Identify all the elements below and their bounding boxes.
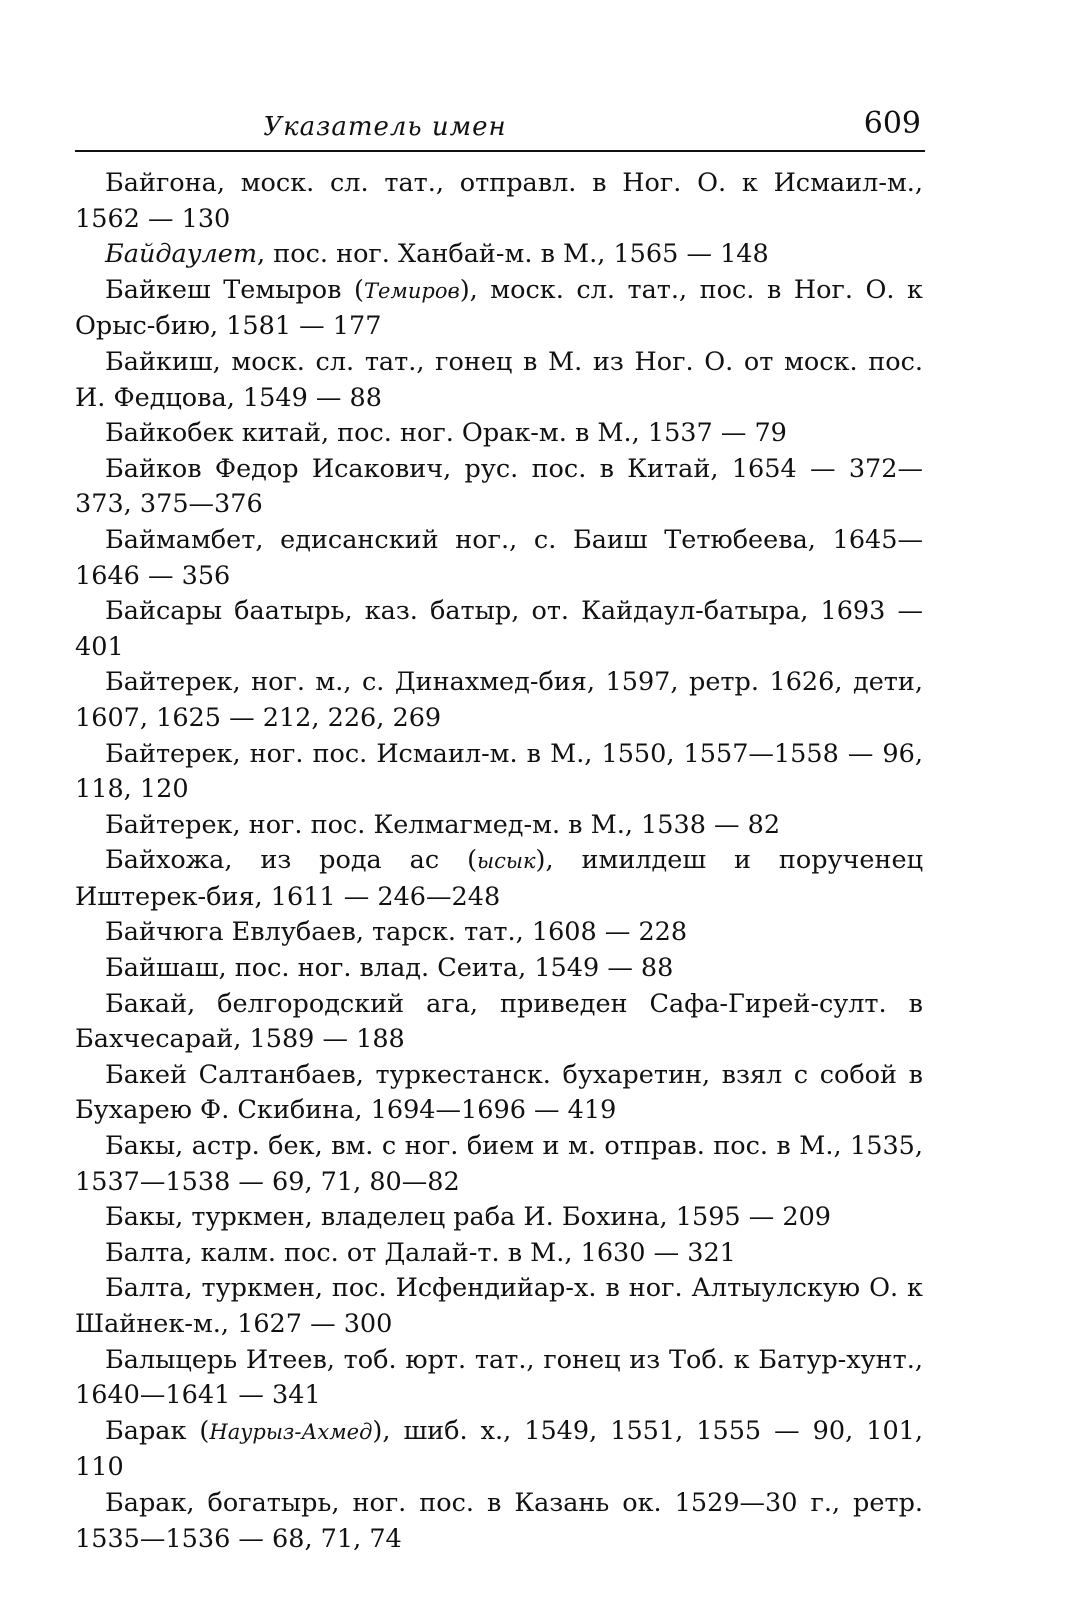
index-entry: Байгона, моск. сл. тат., отправл. в Ног. О. к Исмаил-м., 1562 — 130 <box>75 168 923 234</box>
index-entry: Бакей Салтанбаев, туркестанск. бухаретин, взял с собой в Бухарею Ф. Скибина, 1694—1696 — 419 <box>75 1059 923 1126</box>
index-entry: Байкеш Темыров (Темиров), моск. сл. тат., пос. в Ног. О. к Орыс-бию, 1581 — 177 <box>75 274 923 342</box>
index-entry: Байдаулет, пос. ног. Ханбай-м. в М., 1565 — 148 <box>105 239 769 270</box>
index-entry: Байтерек, ног. пос. Келмагмед-м. в М., 1538 — 82 <box>105 809 781 840</box>
index-entry: Барак (Наурыз-Ахмед), шиб. х., 1549, 1551, 1555 — 90, 101, 110 <box>75 1415 923 1483</box>
index-entry: Байтерек, ног. пос. Исмаил-м. в М., 1550, 1557—1558 — 96, 118, 120 <box>75 738 923 805</box>
index-entry: Байхожа, из рода ас (ысык), имилдеш и порученец Иштерек-бия, 1611 — 246—248 <box>75 845 923 912</box>
index-entry: Балта, калм. пос. от Далай-т. в М., 1630 — 321 <box>105 1237 736 1268</box>
index-entry: Бакы, астр. бек, вм. с ног. бием и м. отправ. пос. в М., 1535, 1537—1538 — 69, 71, 80—82 <box>75 1131 923 1197</box>
index-entry: Байсары баатырь, каз. батыр, от. Кайдаул-батыра, 1693 — 401 <box>75 596 923 662</box>
index-entry: Барак, богатырь, ног. пос. в Казань ок. 1529—30 г., ретр. 1535—1536 — 68, 71, 74 <box>75 1487 923 1554</box>
index-entry: Баймамбет, едисанский ног., с. Баиш Тетюбеева, 1645—1646 — 356 <box>75 524 923 591</box>
running-title: Указатель имен <box>263 112 507 142</box>
index-entry: Байков Федор Исакович, рус. пос. в Китай, 1654 — 372—373, 375—376 <box>75 453 923 520</box>
index-entry: Бакай, белгородский ага, приведен Сафа-Гирей-султ. в Бахчесарай, 1589 — 188 <box>75 988 923 1055</box>
page-header <box>75 108 925 152</box>
index-entry: Байчюга Евлубаев, тарск. тат., 1608 — 228 <box>105 917 688 948</box>
index-entries <box>75 166 923 1557</box>
index-entry: Бакы, туркмен, владелец раба И. Бохина, 1595 — 209 <box>105 1202 832 1233</box>
index-entry: Балыцерь Итеев, тоб. юрт. тат., гонец из Тоб. к Батур-хунт., 1640—1641 — 341 <box>75 1344 923 1411</box>
index-entry: Байшаш, пос. ног. влад. Сеита, 1549 — 88 <box>105 953 674 984</box>
index-entry: Байтерек, ног. м., с. Динахмед-бия, 1597, ретр. 1626, дети, 1607, 1625 — 212, 226, 269 <box>75 667 923 733</box>
index-entry: Байкобек китай, пос. ног. Орак-м. в М., 1537 — 79 <box>105 418 787 449</box>
index-entry: Байкиш, моск. сл. тат., гонец в М. из Ног. О. от моск. пос. И. Федцова, 1549 — 88 <box>75 346 923 413</box>
page-number: 609 <box>863 106 921 141</box>
index-entry: Балта, туркмен, пос. Исфендийар-х. в ног. Алтыулскую О. к Шайнек-м., 1627 — 300 <box>75 1273 923 1339</box>
